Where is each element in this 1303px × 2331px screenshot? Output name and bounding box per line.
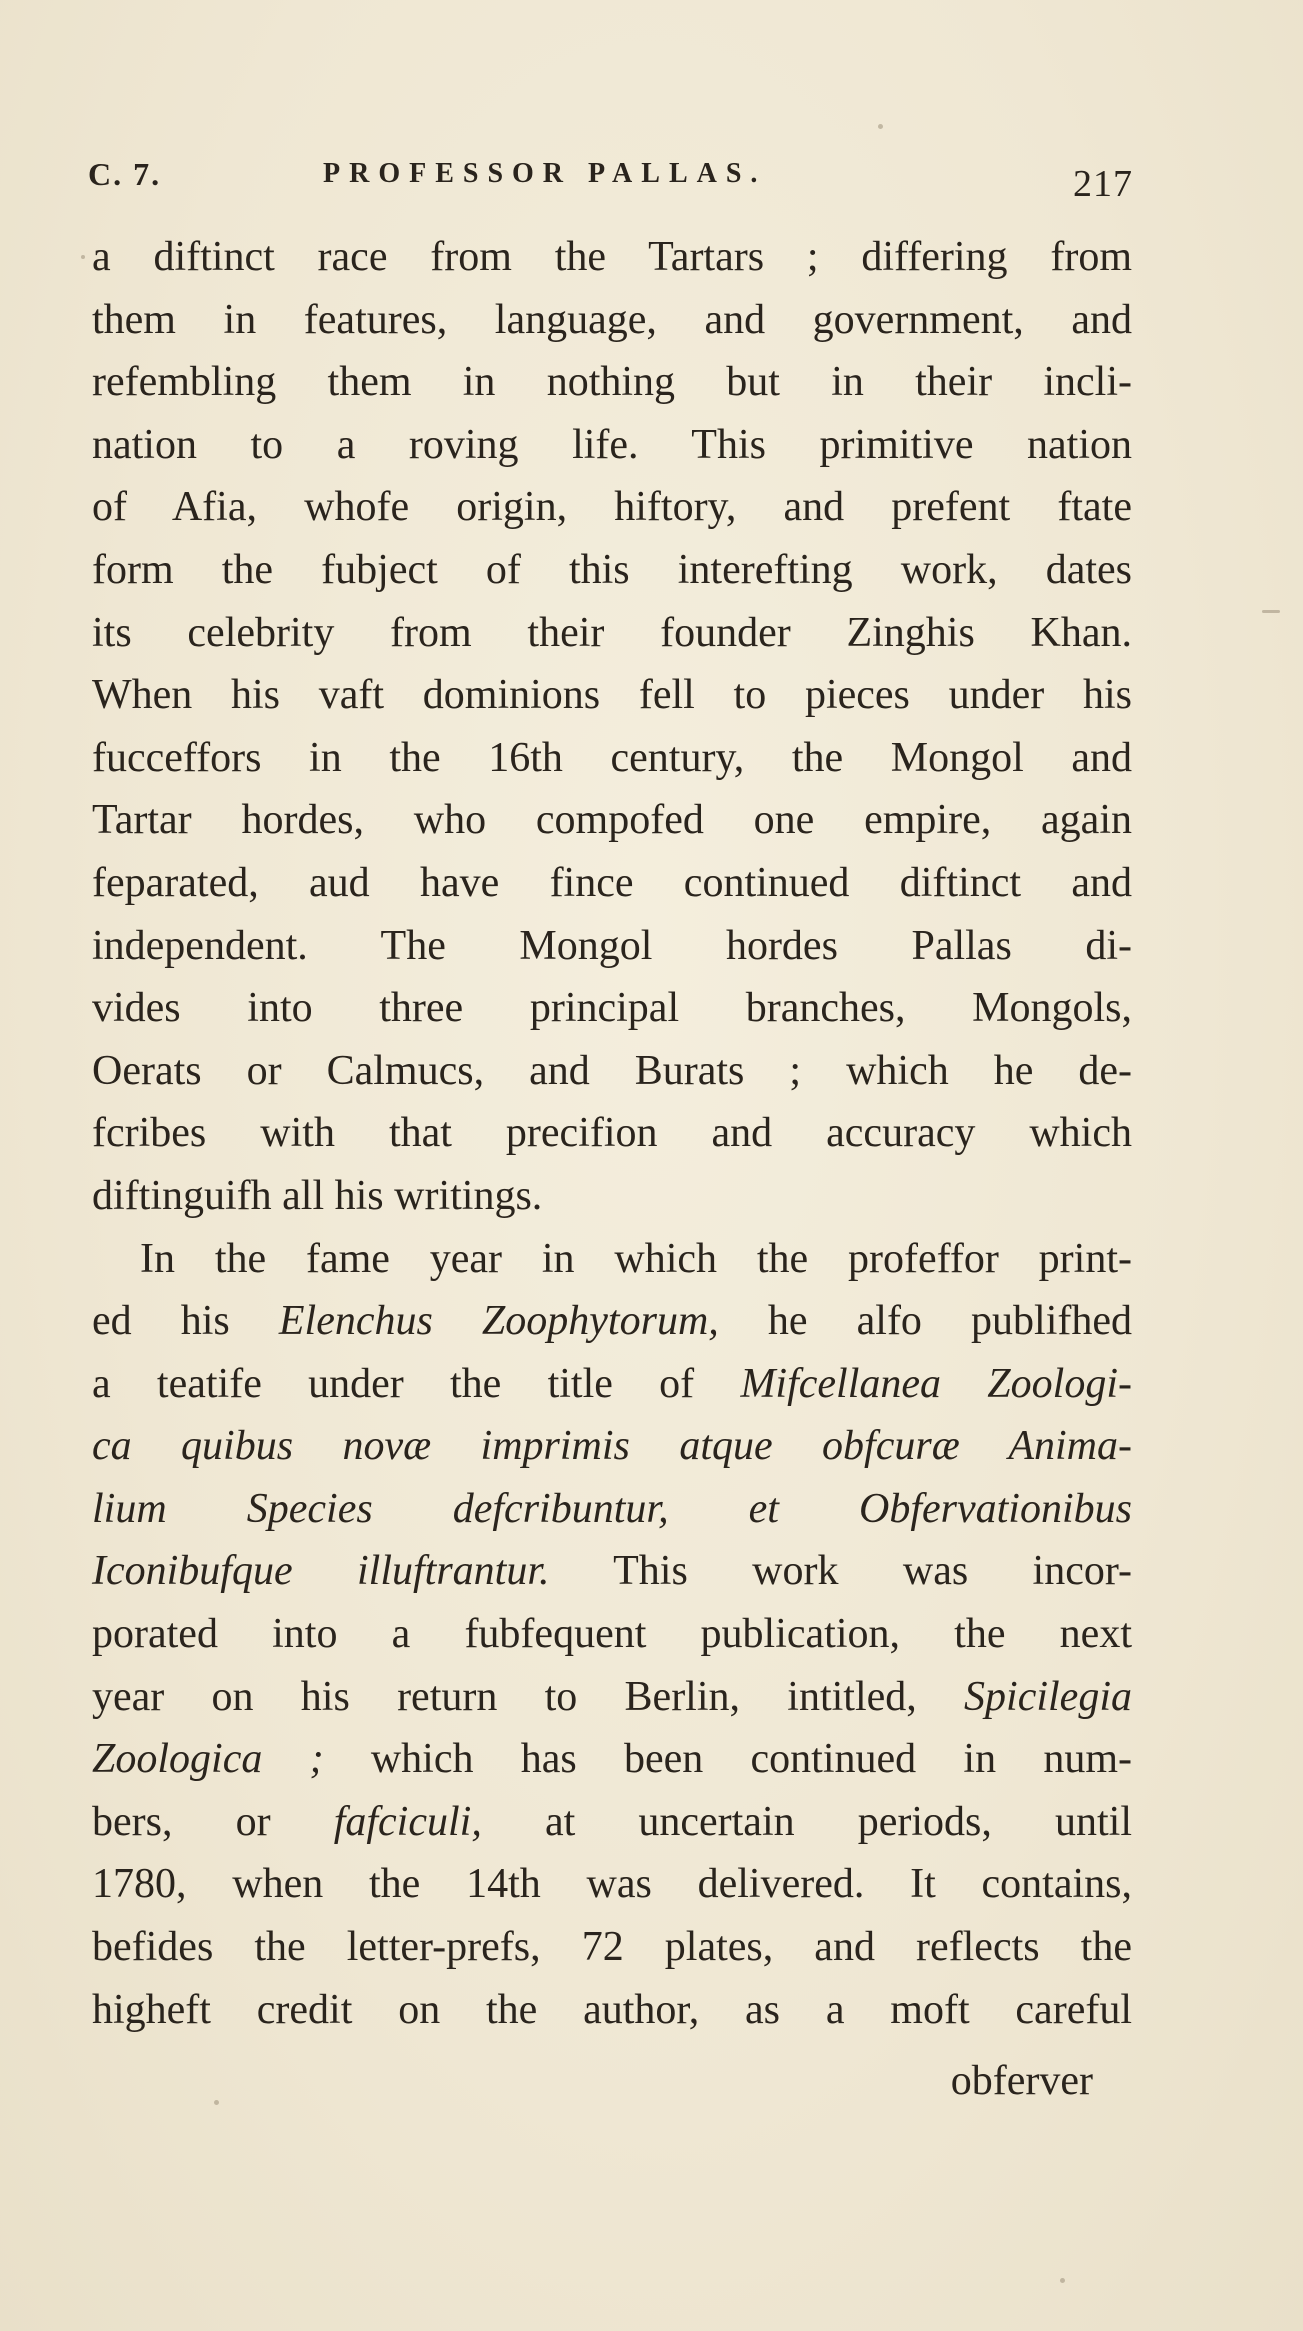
text-segment: nation to a roving life. This primitive nation <box>92 421 1132 468</box>
text-line <box>92 1666 1132 1729</box>
text-line <box>92 977 1132 1040</box>
text-segment: form the fubject of this interefting work, dates <box>92 546 1132 593</box>
italic-text: Iconibufque illuftrantur. <box>92 1548 550 1595</box>
text-segment: independent. The Mongol hordes Pallas di- <box>92 922 1132 969</box>
text-line <box>92 414 1132 477</box>
paper-speck <box>1262 610 1280 613</box>
text-segment: diftinguifh all his writings. <box>92 1172 543 1219</box>
paper-speck <box>878 124 883 129</box>
text-segment: them in features, language, and government, and <box>92 296 1132 343</box>
text-line <box>92 1040 1132 1103</box>
running-header <box>88 150 1133 205</box>
text-line <box>92 1791 1132 1854</box>
text-segment: higheft credit on the author, as a moft careful <box>92 1986 1132 2033</box>
text-segment: fcribes with that precifion and accuracy which <box>92 1110 1132 1157</box>
text-segment: fucceffors in the 16th century, the Mongol and <box>92 734 1132 781</box>
text-segment: befides the letter-prefs, 72 plates, and reflects the <box>92 1924 1132 1971</box>
italic-text: Spicilegia <box>964 1673 1132 1720</box>
paper-speck <box>81 255 85 259</box>
text-segment: its celebrity from their founder Zinghis Khan. <box>92 609 1132 656</box>
text-line <box>92 664 1132 727</box>
italic-text: Elenchus Zoophytorum, <box>278 1298 719 1345</box>
text-line <box>92 351 1132 414</box>
body-text <box>92 226 1132 2041</box>
text-line <box>92 852 1132 915</box>
paper-speck <box>1060 2278 1065 2283</box>
text-segment: porated into a fubfequent publication, the next <box>92 1611 1132 1658</box>
text-segment: of Afia, whofe origin, hiftory, and prefent ftate <box>92 484 1132 531</box>
text-line <box>92 1353 1132 1416</box>
text-line <box>92 1979 1132 2042</box>
text-segment: vides into three principal branches, Mongols, <box>92 985 1132 1032</box>
text-line <box>92 1415 1132 1478</box>
text-segment: he alfo publifhed <box>718 1298 1133 1345</box>
italic-text: Zoologica ; <box>92 1736 324 1783</box>
text-segment: a teatife under the title of <box>92 1360 741 1407</box>
text-segment: In the fame year in which the profeffor print- <box>140 1235 1132 1282</box>
text-segment: This work was incor- <box>549 1548 1132 1595</box>
text-line <box>92 915 1132 978</box>
text-line <box>92 1728 1132 1791</box>
text-line <box>92 1540 1132 1603</box>
italic-text: ca quibus novæ imprimis atque obfcuræ Anima- <box>92 1423 1132 1470</box>
text-line <box>92 226 1132 289</box>
text-line <box>92 476 1132 539</box>
text-segment: a diftinct race from the Tartars ; differing from <box>92 234 1132 280</box>
italic-text: Mifcellanea Zoologi- <box>740 1360 1132 1407</box>
text-segment: year on his return to Berlin, intitled, <box>92 1673 965 1720</box>
text-line <box>92 1853 1132 1916</box>
text-segment: refembling them in nothing but in their incli- <box>92 359 1132 406</box>
text-segment: When his vaft dominions fell to pieces under his <box>92 672 1132 719</box>
text-line <box>92 602 1132 665</box>
chapter-label: C. 7. <box>88 156 162 192</box>
text-segment: 1780, when the 14th was delivered. It contains, <box>92 1861 1132 1908</box>
text-line <box>92 539 1132 602</box>
text-line <box>92 1228 1132 1291</box>
text-segment: feparated, aud have fince continued diftinct and <box>92 859 1132 906</box>
running-title: PROFESSOR PALLAS. <box>323 158 767 189</box>
text-segment: which has been continued in num- <box>323 1736 1133 1783</box>
text-line <box>92 289 1132 352</box>
text-segment: Tartar hordes, who compofed one empire, again <box>92 797 1132 844</box>
paper-speck <box>214 2100 219 2105</box>
text-segment: ed his <box>92 1298 279 1345</box>
italic-text: lium Species defcribuntur, et Obfervationibus <box>92 1485 1132 1532</box>
text-segment: Oerats or Calmucs, and Burats ; which he de- <box>92 1047 1132 1094</box>
text-segment: at uncertain periods, until <box>481 1798 1132 1845</box>
text-segment: bers, or <box>92 1798 334 1845</box>
catchword: obferver <box>950 2058 1093 2104</box>
text-line <box>92 1603 1132 1666</box>
text-line <box>92 1102 1132 1165</box>
text-line <box>92 1916 1132 1979</box>
page-number: 217 <box>1073 163 1133 205</box>
italic-text: fafciculi, <box>333 1798 482 1845</box>
text-line <box>92 727 1132 790</box>
text-line <box>92 1165 1132 1228</box>
text-line <box>92 1290 1132 1353</box>
text-line <box>92 789 1132 852</box>
text-line <box>92 1478 1132 1541</box>
